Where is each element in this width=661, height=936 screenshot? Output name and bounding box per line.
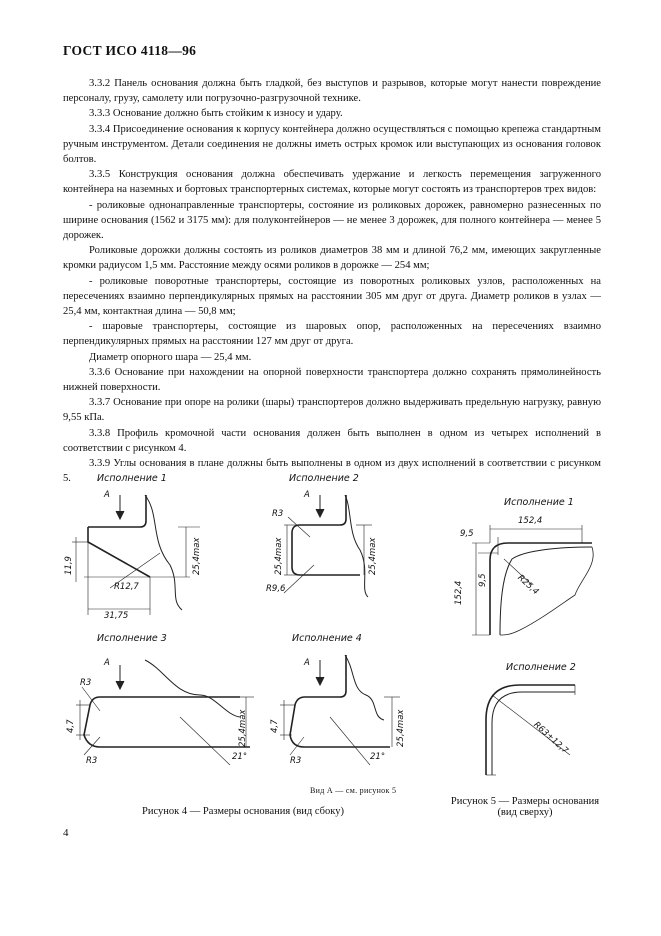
technical-drawings: [0, 455, 661, 835]
paragraph-ball-diameter: Диаметр опорного шара — 25,4 мм.: [89, 351, 252, 363]
fig5-variant2-drawing: [486, 685, 575, 775]
fig4-v4-dim-25-4max: 25,4max: [396, 709, 406, 747]
list-item-ball-conveyors: - шаровые транспортеры, состоящие из шаровых опор, расположенных на пересечениях взаимно перпендикулярных прямых на расстоянии 127 мм друг от друга.: [63, 321, 601, 348]
page-number: 4: [63, 827, 69, 839]
fig5-variant1-label: Исполнение 1: [504, 497, 574, 508]
document-header: ГОСТ ИСО 4118—96: [63, 43, 197, 58]
fig4-v2-dim-25-4max-right: 25,4max: [368, 537, 378, 575]
fig4-v2-dim-r9-6: R9,6: [266, 584, 286, 594]
fig4-v3-dim-21deg: 21°: [232, 752, 248, 762]
list-item-roller-conveyors: - роликовые однонаправленные транспортеры, состояние из роликовых дорожек, равномерно разнесенных по ширине основания (1562 и 3175 мм): для полуконтейнеров — не менее 3 дорожек, для полного контейнера — менее 5 дорожек.: [63, 199, 601, 242]
fig4-v2-view-letter: A: [304, 490, 310, 500]
fig4-variant3-label: Исполнение 3: [97, 633, 167, 644]
fig4-v2-dim-r3: R3: [272, 509, 284, 519]
fig4-variant2-drawing: [284, 495, 372, 597]
fig5-variant2-label: Исполнение 2: [506, 662, 576, 673]
paragraph-3-3-6: 3.3.6 Основание при нахождении на опорной поверхности транспортера должно сохранять прямолинейность нижней поверхности.: [63, 366, 601, 394]
fig4-v3-dim-r3-bottom: R3: [86, 756, 98, 766]
figures-area: [0, 455, 661, 835]
fig5-v1-dim-152-4-horizontal: 152,4: [518, 516, 543, 526]
fig4-v3-dim-r3-top: R3: [80, 678, 92, 688]
fig4-v3-dim-4-7: 4,7: [66, 719, 76, 733]
paragraph-3-3-3: 3.3.3 Основание должно быть стойким к износу и удару.: [89, 108, 343, 120]
fig4-view-note: Вид А — см. рисунок 5: [310, 786, 397, 795]
fig4-variant3-drawing: [76, 660, 254, 765]
fig4-variant4-label: Исполнение 4: [292, 633, 362, 644]
fig4-v3-view-letter: A: [104, 658, 110, 668]
fig4-v1-dim-11-9: 11,9: [64, 556, 74, 575]
fig4-variant1-drawing: [72, 495, 200, 615]
fig4-v1-dim-31-75: 31,75: [104, 611, 129, 621]
fig4-v4-dim-r3: R3: [290, 756, 302, 766]
fig5-caption: Рисунок 5 — Размеры основания (вид сверху): [450, 796, 600, 818]
fig4-v1-view-letter: A: [104, 490, 110, 500]
list-item-swivel-conveyors: - роликовые поворотные транспортеры, состоящие из поворотных роликовых узлов, расположенных на пересечениях взаимно перпендикулярных прямых на расстоянии 305 мм друг от друга. Диаметр роликов в узлах — 25,4 мм, контактная длина — 50,8 мм;: [63, 275, 601, 318]
fig5-v1-dim-9-5-horizontal: 9,5: [460, 529, 474, 539]
paragraph-roller-tracks: Роликовые дорожки должны состоять из роликов диаметров 38 мм и длиной 76,2 мм, имеющих закругленные кромки радиусом 1,5 мм. Расстояние между осями роликов в дорожке — 254 мм;: [63, 245, 601, 272]
paragraph-3-3-4: 3.3.4 Присоединение основания к корпусу контейнера должно осуществляться с помощью крепежа стандартным ручным инструментом. Детали соединения не должны иметь острых кромок или выступающих из основания головок болтов.: [63, 123, 601, 166]
fig4-v1-dim-25-4max: 25,4max: [192, 537, 202, 575]
fig4-variant1-label: Исполнение 1: [97, 473, 167, 484]
fig4-v3-dim-25-4max: 25,4max: [238, 709, 248, 747]
fig4-v4-dim-4-7: 4,7: [270, 719, 280, 733]
paragraph-3-3-5: 3.3.5 Конструкция основания должна обеспечивать удержание и легкость перемещения загруженного контейнера на наземных и бортовых транспортерных системах, которые могут состоять из транспортеров трех видов:: [63, 169, 601, 196]
fig4-variant4-drawing: [280, 655, 400, 765]
body-text: [63, 76, 601, 486]
fig5-variant1-drawing: [472, 525, 593, 635]
fig4-variant2-label: Исполнение 2: [289, 473, 359, 484]
fig5-v2-dim-r63: R63±12,7: [531, 720, 570, 757]
fig4-v1-dim-r12-7: R12,7: [114, 582, 139, 592]
fig4-v2-dim-25-4max-left: 25,4max: [274, 537, 284, 575]
paragraph-3-3-9: 3.3.9 Углы основания в плане должны быть выполнены в одном из двух исполнений в соответствии с рисунком 5.: [63, 458, 601, 485]
fig4-v4-view-letter: A: [304, 658, 310, 668]
fig5-v1-dim-r25-4: R25,4: [515, 573, 541, 598]
fig5-v1-dim-152-4-vertical: 152,4: [454, 580, 464, 605]
paragraph-3-3-8: 3.3.8 Профиль кромочной части основания должен быть выполнен в одном из четырех исполнений в соответствии с рисунком 4.: [63, 427, 601, 454]
fig4-v4-dim-21deg: 21°: [370, 752, 386, 762]
fig4-caption: Рисунок 4 — Размеры основания (вид сбоку): [142, 806, 344, 817]
paragraph-3-3-7: 3.3.7 Основание при опоре на ролики (шары) транспортеров должно выдерживать предельную нагрузку, равную 9,55 кПа.: [63, 397, 601, 424]
paragraph-3-3-2: 3.3.2 Панель основания должна быть гладкой, без выступов и разрывов, которые могут нанести повреждение персоналу, грузу, самолету или погрузочно-разгрузочной технике.: [63, 78, 601, 105]
fig5-v1-dim-9-5-vertical: 9,5: [478, 573, 488, 587]
